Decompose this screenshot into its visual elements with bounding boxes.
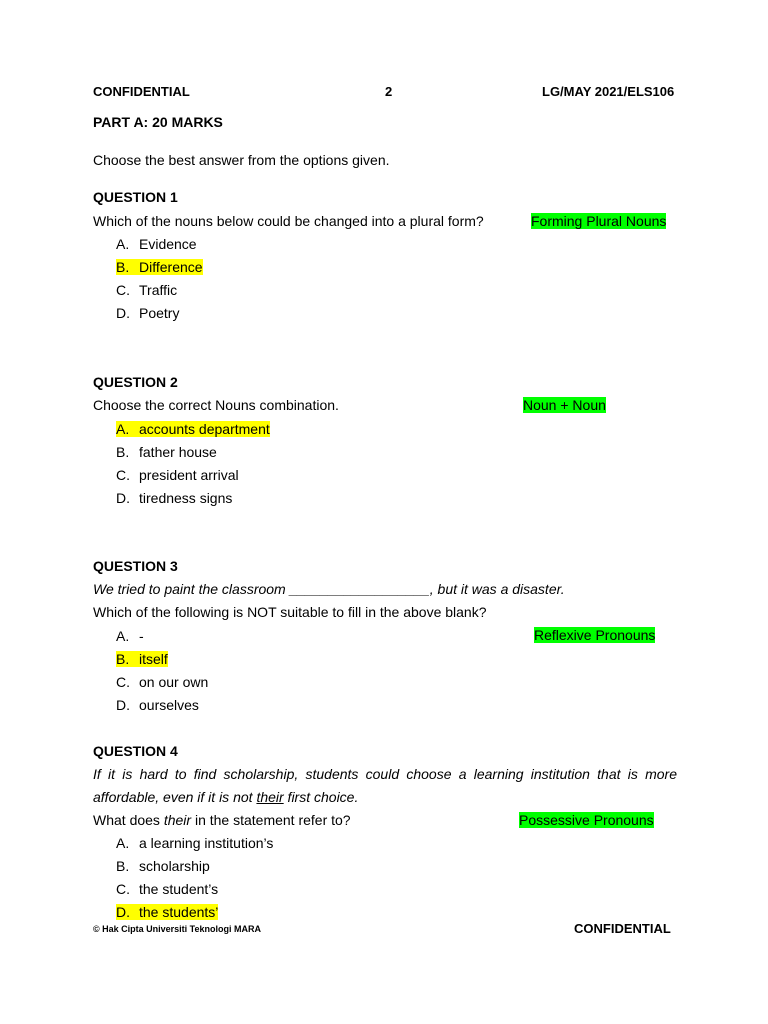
question-4-option-b[interactable]: B. scholarship <box>116 858 210 874</box>
question-2-option-a[interactable]: A. accounts department <box>116 421 270 437</box>
question-4-prompt: What does their in the statement refer to? <box>93 812 351 828</box>
footer-confidential: CONFIDENTIAL <box>574 921 671 936</box>
header-right: LG/MAY 2021/ELS106 <box>542 84 675 99</box>
question-1-option-a[interactable]: A. Evidence <box>116 236 197 252</box>
footer-copyright: © Hak Cipta Universiti Teknologi MARA <box>93 924 261 934</box>
question-2-prompt: Choose the correct Nouns combination. <box>93 397 339 413</box>
question-3-sentence: We tried to paint the classroom __________________, but it was a disaster. <box>93 581 565 597</box>
question-4-sentence-line-1: If it is hard to find scholarship, students could choose a learning institution that is more <box>93 766 677 782</box>
question-4-option-a[interactable]: A. a learning institution’s <box>116 835 274 851</box>
page-number: 2 <box>385 84 393 99</box>
underlined-word: their <box>256 789 284 805</box>
question-3-option-d[interactable]: D. ourselves <box>116 697 199 713</box>
question-3-tag: Reflexive Pronouns <box>534 627 656 643</box>
question-4-sentence-line-2: affordable, even if it is not their first choice. <box>93 789 359 805</box>
question-1-option-c[interactable]: C. Traffic <box>116 282 178 298</box>
question-2-title: QUESTION 2 <box>93 374 178 390</box>
instruction: Choose the best answer from the options given. <box>93 152 390 168</box>
question-3-option-b[interactable]: B. itself <box>116 651 168 667</box>
part-title: PART A: 20 MARKS <box>93 114 223 130</box>
question-1-prompt: Which of the nouns below could be changed into a plural form? <box>93 213 484 229</box>
question-3-title: QUESTION 3 <box>93 558 178 574</box>
question-2-tag: Noun + Noun <box>523 397 606 413</box>
question-4-tag: Possessive Pronouns <box>519 812 654 828</box>
question-1-tag: Forming Plural Nouns <box>531 213 667 229</box>
question-1-title: QUESTION 1 <box>93 189 178 205</box>
question-1-option-b[interactable]: B. Difference <box>116 259 203 275</box>
question-2-option-d[interactable]: D. tiredness signs <box>116 490 233 506</box>
question-4-title: QUESTION 4 <box>93 743 178 759</box>
question-3-prompt: Which of the following is NOT suitable to fill in the above blank? <box>93 604 487 620</box>
question-2-option-b[interactable]: B. father house <box>116 444 217 460</box>
question-2-option-c[interactable]: C. president arrival <box>116 467 239 483</box>
question-3-option-a[interactable]: A. - <box>116 628 144 644</box>
question-4-option-d[interactable]: D. the students’ <box>116 904 219 920</box>
question-1-option-d[interactable]: D. Poetry <box>116 305 180 321</box>
question-3-option-c[interactable]: C. on our own <box>116 674 209 690</box>
question-4-option-c[interactable]: C. the student’s <box>116 881 219 897</box>
header-left: CONFIDENTIAL <box>93 84 190 99</box>
